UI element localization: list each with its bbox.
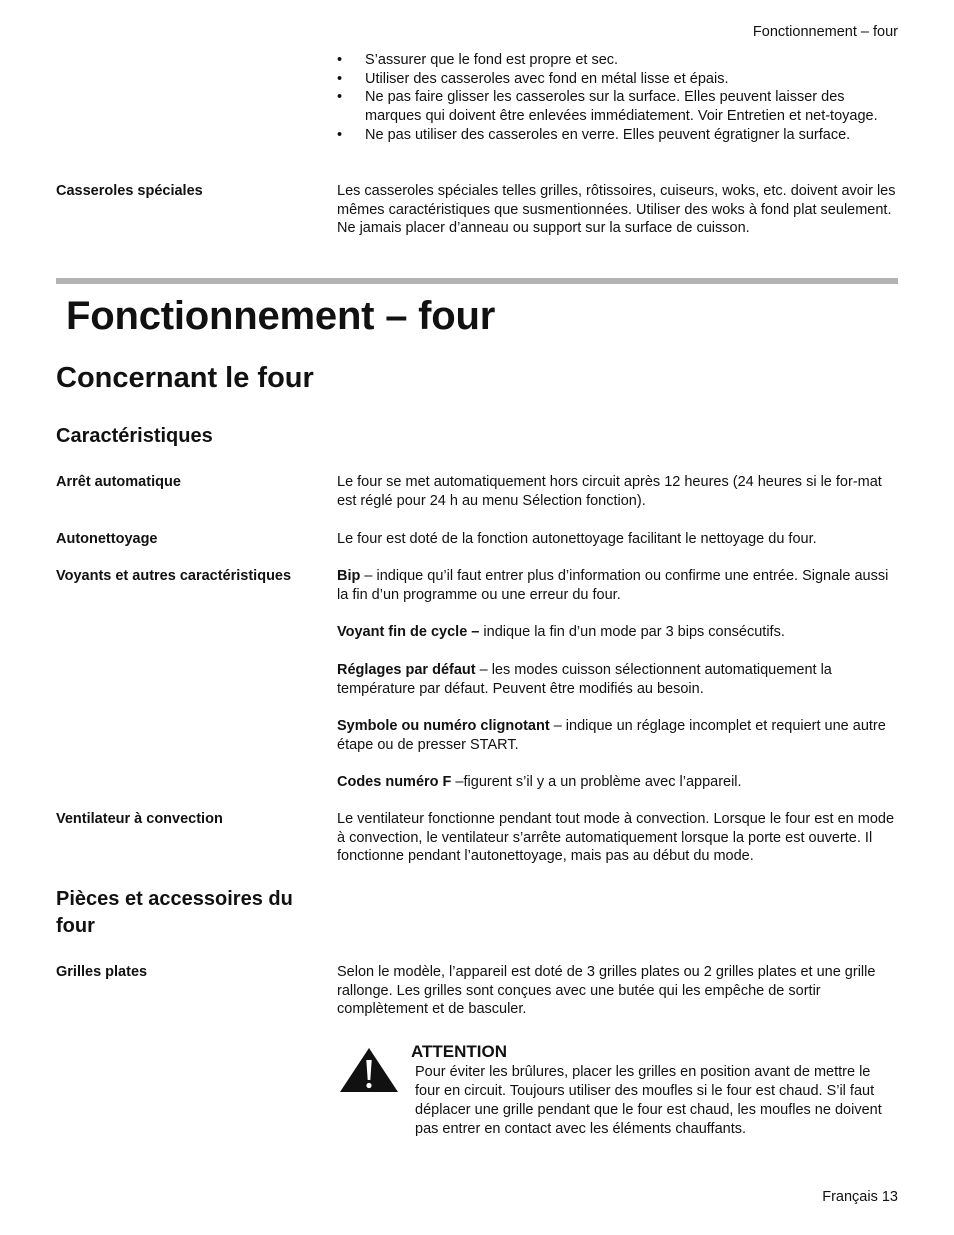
running-header: Fonctionnement – four: [752, 24, 898, 40]
list-item: • Utiliser des casseroles avec fond en métal lisse et épais.: [337, 70, 897, 89]
indicator-text: – indique un réglage incomplet et requiert une autre étape ou de presser START.: [337, 718, 886, 753]
indicator-text: – indique qu’il faut entrer plus d’information ou confirme une entrée. Signale aussi la fin d’un programme ou une erreur du four.: [337, 568, 889, 603]
term-convection-fan: Ventilateur à convection: [56, 811, 223, 827]
list-item: • Ne pas utiliser des casseroles en verre. Elles peuvent égratigner la surface.: [337, 126, 897, 145]
indicator-beep: [337, 567, 899, 604]
term-flat-racks: Grilles plates: [56, 964, 148, 980]
indicator-label: Codes numéro F: [337, 774, 452, 790]
warning-triangle-icon: [339, 1047, 399, 1093]
indicator-text: indique la fin d’un mode par 3 bips consécutifs.: [479, 624, 785, 640]
indicator-f-codes: [337, 773, 899, 792]
indicator-end-of-cycle: [337, 623, 899, 642]
indicator-flashing: [337, 717, 899, 754]
term-auto-off: Arrêt automatique: [56, 474, 181, 490]
special-pans-text: Les casseroles spéciales telles grilles, rôtissoires, cuiseurs, woks, etc. doivent avoir les mêmes caractéristiques que susmentionnées. Utiliser des woks à fond plat seulement. Ne jamais placer d’anneau ou support sur la surface de cuisson.: [337, 183, 896, 237]
intro-bullet-list: [337, 51, 897, 145]
section-divider: [56, 278, 898, 284]
list-item: • S’assurer que le fond est propre et sec.: [337, 51, 897, 70]
indicator-text: – les modes cuisson sélectionnent automatiquement la température par défaut. Peuvent être modifiés au besoin.: [337, 662, 832, 697]
term-indicators: Voyants et autres caractéristiques: [56, 568, 292, 584]
flat-racks-text: Selon le modèle, l’appareil est doté de 3 grilles plates ou 2 grilles plates et une grille rallonge. Les grilles sont conçues avec une butée qui les empêche de sortir complètement et de basculer.: [337, 964, 876, 1018]
indicator-label: Bip: [337, 568, 361, 584]
warning-text: Pour éviter les brûlures, placer les grilles en position avant de mettre le four en circuit. Toujours utiliser des moufles si le four est chaud. S’il faut déplacer une grille pendant que le four est chaud, les moufles ne doivent pas entrer en contact avec les éléments chauffants.: [415, 1064, 882, 1137]
section-title: Concernant le four: [56, 362, 314, 394]
indicator-label: Symbole ou numéro clignotant: [337, 718, 550, 734]
parts-heading: Pièces et accessoires du four: [56, 888, 293, 937]
term-special-pans: Casseroles spéciales: [56, 183, 203, 199]
self-clean-text: Le four est doté de la fonction autonettoyage facilitant le nettoyage du four.: [337, 531, 817, 547]
page-footer: Français 13: [822, 1189, 898, 1205]
indicator-label: Voyant fin de cycle –: [337, 624, 480, 640]
indicator-label: Réglages par défaut: [337, 662, 476, 678]
indicator-text: –figurent s’il y a un problème avec l’appareil.: [451, 774, 742, 790]
auto-off-text: Le four se met automatiquement hors circuit après 12 heures (24 heures si le for-mat est réglé pour 24 h au menu Sélection fonction).: [337, 474, 882, 509]
indicator-defaults: [337, 661, 899, 698]
term-self-clean: Autonettoyage: [56, 531, 158, 547]
convection-fan-text: Le ventilateur fonctionne pendant tout mode à convection. Lorsque le four est en mode à convection, le ventilateur s’arrête automatiquement lorsque la porte est ouverte. Il fonctionne pendant l’autonettoyage, mais pas au début du mode.: [337, 811, 895, 865]
features-heading: Caractéristiques: [56, 425, 213, 447]
chapter-title: Fonctionnement – four: [66, 294, 496, 338]
warning-title: ATTENTION: [411, 1042, 508, 1061]
list-item: • Ne pas faire glisser les casseroles sur la surface. Elles peuvent laisser des marques qui doivent être enlevées immédiatement. Voir Entretien et net-toyage.: [337, 88, 897, 125]
